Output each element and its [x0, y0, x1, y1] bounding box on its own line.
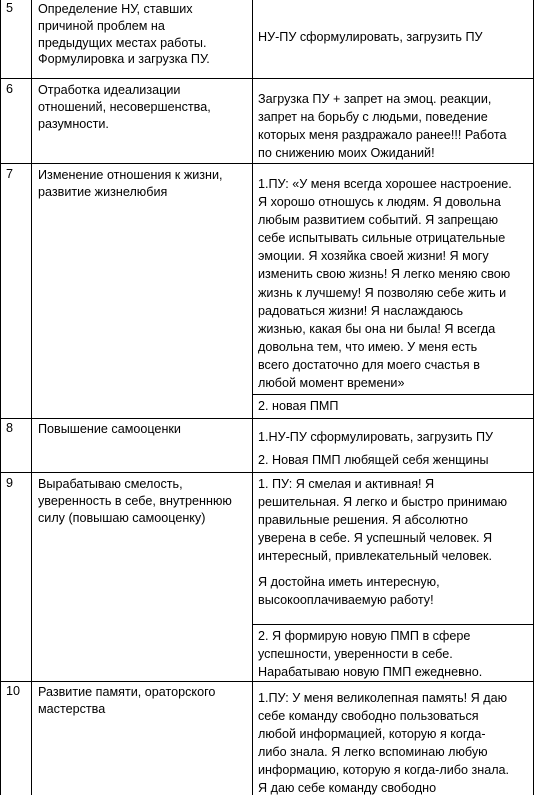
- action-line: 2. Новая ПМП любящей себя женщины: [258, 453, 489, 467]
- cell-separator: [252, 394, 534, 395]
- description-line: Отработка идеализации: [38, 83, 181, 97]
- description-line: Определение НУ, ставших: [38, 2, 193, 16]
- affirmation-line: высокооплачиваемую работу!: [258, 593, 434, 608]
- row-description: [38, 82, 243, 132]
- row-number: 10: [6, 684, 21, 698]
- row-separator: [0, 472, 534, 473]
- action-line: Нарабатываю новую ПМП ежедневно.: [258, 665, 483, 680]
- row-number: 5: [6, 1, 14, 15]
- row-number: 8: [6, 421, 14, 435]
- table-border-left: [0, 0, 1, 795]
- action-line: успешности, уверенности в себе.: [258, 647, 453, 662]
- row-separator: [0, 163, 534, 164]
- cell-separator: [252, 624, 534, 625]
- action-text: [258, 627, 530, 681]
- affirmation-line: радоваться жизни! Я наслаждаюсь: [258, 303, 464, 318]
- action-line: по снижению моих Ожиданий!: [258, 146, 435, 161]
- affirmation-text: [258, 475, 530, 565]
- action-line: Загрузка ПУ + запрет на эмоц. реакции,: [258, 92, 492, 106]
- affirmation-line: 1.ПУ: У меня великолепная память! Я даю: [258, 691, 508, 705]
- action-text: [258, 451, 530, 469]
- affirmation-line: Я хорошо отношусь к людям. Я довольна: [258, 195, 501, 210]
- affirmation-line: Я даю себе команду свободно: [258, 781, 437, 796]
- affirmation-text: [258, 689, 530, 798]
- affirmation-line: либо знала. Я легко вспоминаю любую: [258, 745, 488, 760]
- row-number: 6: [6, 82, 14, 96]
- action-text: [258, 90, 530, 162]
- affirmation-line: любой момент времени»: [258, 376, 405, 391]
- affirmation-line: всего достаточно для моего счастья в: [258, 357, 480, 372]
- description-line: развитие жизнелюбия: [38, 184, 168, 199]
- action-text: [258, 428, 530, 446]
- description-line: предыдущих местах работы.: [38, 35, 207, 50]
- column-divider-description: [252, 0, 253, 795]
- row-number: 7: [6, 167, 14, 181]
- affirmation-line: правильные решения. Я абсолютно: [258, 513, 468, 528]
- description-line: мастерства: [38, 701, 106, 716]
- affirmation-line: довольна тем, что имею. У меня есть: [258, 339, 478, 354]
- action-line: 2. Я формирую новую ПМП в сфере: [258, 629, 471, 643]
- row-description: [38, 684, 243, 718]
- action-line: НУ-ПУ сформулировать, загрузить ПУ: [258, 30, 483, 44]
- affirmation-line: интересный, привлекательный человек.: [258, 549, 492, 564]
- action-text: [258, 397, 530, 415]
- action-line: 1.НУ-ПУ сформулировать, загрузить ПУ: [258, 430, 494, 444]
- affirmation-line: эмоции. Я хозяйка своей жизни! Я могу: [258, 249, 489, 264]
- description-line: Повышение самооценки: [38, 422, 181, 436]
- affirmation-line: 1. ПУ: Я смелая и активная! Я: [258, 477, 435, 491]
- row-separator: [0, 418, 534, 419]
- action-line: которых меня раздражало ранее!!! Работа: [258, 128, 507, 143]
- description-line: Формулировка и загрузка ПУ.: [38, 52, 210, 67]
- description-line: разумности.: [38, 116, 109, 131]
- affirmation-line: любой информацией, которую я когда-: [258, 727, 486, 742]
- affirmation-line: Я достойна иметь интересную,: [258, 575, 440, 589]
- description-line: отношений, несовершенства,: [38, 99, 211, 114]
- affirmation-line: себе испытывать сильные отрицательные: [258, 231, 506, 246]
- row-separator: [0, 78, 534, 79]
- description-line: уверенность в себе, внутреннюю: [38, 493, 232, 508]
- affirmation-line: любым развитием событий. Я запрещаю: [258, 213, 499, 228]
- row-description: [38, 167, 243, 201]
- column-divider-number: [31, 0, 32, 795]
- row-number: 9: [6, 476, 14, 490]
- action-line: 2. новая ПМП: [258, 399, 339, 413]
- affirmation-text: [258, 175, 530, 392]
- affirmation-line: жизнь к лучшему! Я позволяю себе жить и: [258, 285, 507, 300]
- affirmation-line: 1.ПУ: «У меня всегда хорошее настроение.: [258, 177, 512, 191]
- affirmation-line: решительная. Я легко и быстро принимаю: [258, 495, 508, 510]
- affirmation-line: изменить свою жизнь! Я легко меняю свою: [258, 267, 511, 282]
- affirmation-line: уверена в себе. Я успешный человек. Я: [258, 531, 493, 546]
- action-text: [258, 28, 530, 46]
- action-line: запрет на борьбу с людьми, поведение: [258, 110, 488, 125]
- affirmation-text: [258, 573, 530, 609]
- row-description: [38, 1, 243, 68]
- row-description: [38, 476, 243, 526]
- affirmation-line: себе команду свободно пользоваться: [258, 709, 479, 724]
- affirmation-line: жизнью, какая бы она ни была! Я всегда: [258, 321, 496, 336]
- description-line: Изменение отношения к жизни,: [38, 168, 223, 182]
- description-line: причиной проблем на: [38, 18, 165, 33]
- description-line: силу (повышаю самооценку): [38, 510, 206, 525]
- description-line: Развитие памяти, ораторского: [38, 685, 216, 699]
- affirmation-line: информацию, которую я когда-либо знала.: [258, 763, 510, 778]
- description-line: Вырабатываю смелость,: [38, 477, 183, 491]
- row-description: [38, 421, 243, 438]
